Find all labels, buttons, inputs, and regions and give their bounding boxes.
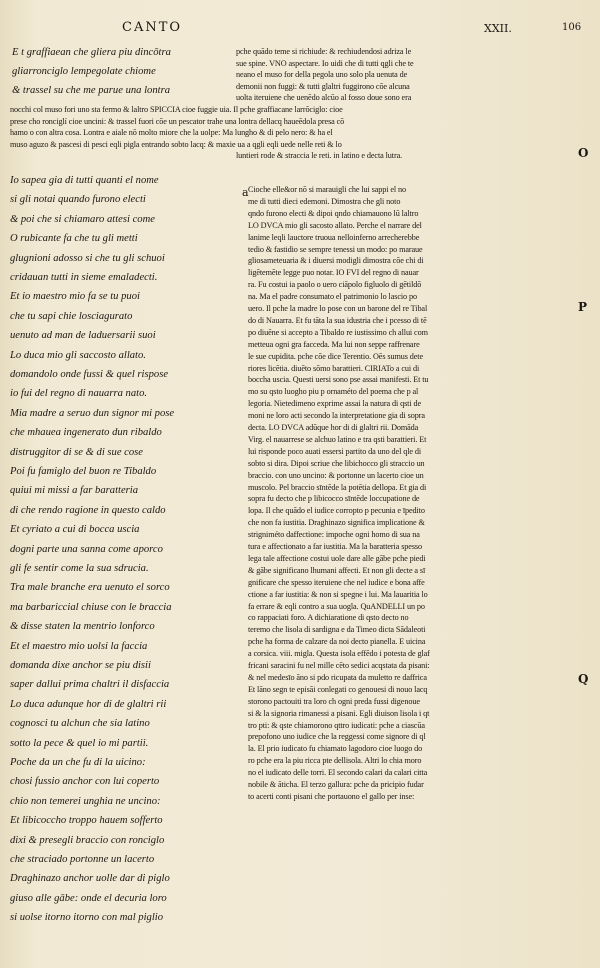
- verse-line: saper dallui prima chaltri il disfaccia: [10, 679, 170, 691]
- commentary-line: me di tutti dieci edemoni. Dimostra che gli noto: [248, 196, 401, 206]
- verse-line: Lo duca mio gli saccosto allato.: [10, 349, 146, 361]
- verse-line: che straciado portonne un lacerto: [10, 854, 155, 865]
- verse-line: & trassel su che me parue una lontra: [12, 85, 171, 96]
- commentary-line: gnificare che spesso iteruiene che nel iudice e bona affe: [248, 577, 425, 587]
- commentary-line: muso aguzo & pascesi di pesci eqli pigla entrando sobto lacq: & maxie ua a qgli eqli uede nelle reti & lo: [10, 139, 342, 149]
- verse-line: Poi fu famiglo del buon re Tibaldo: [10, 466, 157, 477]
- commentary-line: luntieri rode & straccia le reti. in latino e decta lutra.: [236, 151, 403, 160]
- commentary-line: lopa. Il che quādo el iudice corropto p pecunia e īpedito: [248, 506, 425, 516]
- commentary-line: sue spine. VNO aspectare. Io uidi che di tutti qgli che te: [236, 58, 414, 68]
- verse-line: si uolse itorno itorno con mal piglio: [10, 912, 164, 924]
- commentary-line: & gābe significano lhumani affecti. Et non gli decte a sī: [248, 565, 426, 575]
- canto-number: XXII.: [484, 22, 512, 35]
- commentary-line: nobile & āticha. El terzo gallura: pche da pricipio fudar: [248, 780, 424, 789]
- verse-line: domanda dixe anchor se piu disii: [10, 660, 151, 671]
- commentary-line: neano el muso for della pegola uno solo pla uenuta de: [236, 70, 408, 79]
- commentary-line: si & la signoria rimanessi a pisani. Egli diuison lisola i qt: [248, 708, 430, 718]
- commentary-line: storono pactouiti tra loro ch ogni preda fussi digenoue: [248, 696, 420, 706]
- commentary-line: sobto si dira. Dipoi scriue che libichocco gli straccio un: [248, 458, 425, 468]
- commentary-line: nocchi col muso fori uno sta fermo & laltro SPICCIA cioe fuggie uia. Il pche graffiacane larrōciglo: cioe: [10, 105, 343, 114]
- commentary-line: che non fa iustitia. Draghinazo significa implicatione &: [248, 518, 425, 528]
- commentary-marker: a: [242, 186, 249, 199]
- verse-line: dixi & presegli braccio con ronciglo: [10, 834, 165, 846]
- commentary-line: a corsica. viii. migla. Questa isola effēdo i potesta de glaf: [248, 649, 430, 659]
- commentary-line: decta. LO DVCA adūque hor di di glaltri rii. Domāda: [248, 423, 419, 432]
- verse-line: & disse staten la mentrio lonforco: [10, 621, 155, 633]
- commentary-line: do di Nauarra. Et fu tāta la sua idustria che i pcesso di tē: [248, 315, 427, 325]
- verse-line: Et io maestro mio fa se tu puoi: [10, 291, 140, 303]
- verse-line: uenuto ad man de laduersarii suoi: [10, 330, 156, 342]
- commentary-line: le sue cupidita. pche cōe dice Terentio. Oēs sumus dete: [248, 351, 423, 361]
- commentary-line: co rappaciati foro. A dichiaratione di qsto decto no: [248, 613, 409, 623]
- verse-line: Draghinazo anchor uolle dar di piglo: [10, 873, 170, 885]
- commentary-line: LO DVCA mio gli sacosto allato. Perche el narrare del: [248, 220, 422, 230]
- commentary-line: po diuēne si accepto a Tibaldo re iustissimo ch allui com: [248, 327, 428, 337]
- verse-line: cridauan tutti in sieme emaladecti.: [10, 272, 158, 283]
- verse-line: gliarronciglo lempegolate chiome: [12, 66, 156, 77]
- commentary-line: ctione a far iustitia: & non si spegne i lui. Ma lauaritia lo: [248, 589, 428, 599]
- verse-line: Et el maestro mio uolsi la faccia: [10, 640, 148, 652]
- commentary-line: muscolo. Pel braccio sīntēde la potētia dellopa. Et gia di: [248, 482, 427, 492]
- verse-line: gli fe sentir come la sua sdrucia.: [10, 563, 149, 574]
- verse-line: Lo duca adunque hor di de glaltri rii: [10, 698, 167, 710]
- verse-line: sotto la pece & quel io mi partii.: [10, 737, 149, 749]
- commentary-line: lanime leqli lauctore truoua nelloinferno arrecherebbe: [248, 232, 420, 242]
- verse-line: che mhauea ingenerato dun ribaldo: [10, 427, 162, 439]
- verse-line: Et libicoccho troppo hauem sofferto: [10, 815, 163, 827]
- commentary-line: lui risponde poco auati essersi partito da uno del qle di: [248, 446, 422, 456]
- commentary-line: uolta iteruiene che uenēdo alcūo al fosso doue sono era: [236, 93, 412, 102]
- commentary-line: pche quādo teme si richiude: & rechiudendosi adriza le: [236, 47, 412, 56]
- commentary-line: sopra fu decto che p libicocco sīntēde loccupatione de: [248, 494, 420, 504]
- commentary-line: prepofono uno iudice che la reggessi come signore di ql: [248, 732, 426, 742]
- commentary-line: legoria. Nietedimeno exprime assai la natura di qsti de: [248, 399, 421, 409]
- commentary-line: & nel medesīo āno si pdo ricupata da muletto re daffrica: [248, 672, 427, 682]
- commentary-line: no el iudicato delle torri. El secondo calari da calari citta: [248, 768, 428, 778]
- commentary-line: demonii non fuggi: & tutti glaltri fuggirono cōe alcuna: [236, 81, 410, 91]
- commentary-line: fricani saracini fu nel mille cēto sedici acqstata da pisani:: [248, 661, 430, 670]
- commentary-line: boccha uscia. Questi uersi sono pse assai manifesti. Et tu: [248, 375, 429, 385]
- commentary-line: fa errare & eqli contro a sua uogla. QuANDELLI un po: [248, 601, 425, 611]
- verse-line: ma barbariccial chiuse con le braccia: [10, 601, 172, 613]
- verse-line: chio non temerei unghia ne uncino:: [10, 795, 161, 807]
- commentary-line: teremo che lisola di sardigna e da Timeo dicta Sādaleoti: [248, 625, 426, 635]
- commentary-line: tro pti: & qste chiamorono qttro iudicati: pche a ciascūa: [248, 720, 425, 730]
- verse-line: Mia madre a seruo dun signor mi pose: [10, 407, 175, 419]
- verse-line: O rubicante fa che tu gli metti: [10, 233, 138, 245]
- commentary-line: ligētemēte legge puo notar. IO FVI del regno di nauar: [248, 268, 419, 278]
- commentary-line: lega tale affectione costui uole dare alle gābe pche piedi: [248, 553, 426, 563]
- commentary-line: gliosameteuaria & i diuersi modigli dimostra cōe chi di: [248, 256, 424, 266]
- margin-letter-p: P: [578, 300, 588, 314]
- verse-line: distruggitor di se & di sue cose: [10, 446, 144, 458]
- verse-line: & poi che si chiamaro attesi come: [10, 213, 155, 225]
- commentary-line: ra. Fu costui ia paolo o uero ciāpolo figluolo di gētildō: [248, 280, 422, 290]
- commentary-line: prese cho ronciglí cioe uncini: & trassel fuori cōe un pescator trahe una lontra dellacq haueēdola presa cō: [10, 116, 345, 126]
- commentary-line: strigniméto daffectione: impoche ogni homo di sua na: [248, 530, 420, 540]
- commentary-line: la. El prio iudicato fu chiamato lagodoro cioe luogo do: [248, 744, 423, 754]
- verse-line: di che rendo ragione in questo caldo: [10, 504, 166, 516]
- commentary-line: to acerti conti pisani che portauono el gallo per inse:: [248, 791, 415, 801]
- commentary-line: Et lāno segn te episāi conlegati co genouesi di nouo lacq: [248, 684, 428, 694]
- commentary-line: Cioche elle&or nō si marauigli che lui sappi el no: [248, 185, 407, 194]
- canto-heading: CANTO: [122, 20, 183, 35]
- verse-line: dogni parte una sanna come aporco: [10, 543, 163, 555]
- commentary-line: tedio & fastidio se sempre tenessi un modo: po maraue: [248, 244, 423, 254]
- commentary-line: na. Ma el padre consumato el patrimonio lo lascio po: [248, 292, 417, 302]
- verse-line: io fui del regno di nauarra nato.: [10, 388, 148, 400]
- verse-line: glugnioni adosso si che tu gli schuoi: [10, 252, 165, 264]
- commentary-line: moni ne loro acti secondo la interpretatione gia di sopra: [248, 411, 425, 421]
- verse-line: Et cyriato a cui di bocca uscia: [10, 524, 140, 536]
- commentary-line: hamo o con altra cosa. Lontra e aiale nō molto miore che la uolpe: Ma lungho & di pelo nero: & ha el: [10, 128, 333, 137]
- verse-line: E t graffiaean che gliera piu dincōtra: [12, 47, 171, 58]
- verse-line: Io sapea gia di tutti quanti el nome: [10, 175, 159, 186]
- verse-line: Poche da un che fu di la uicino:: [10, 757, 146, 768]
- commentary-line: braccio. con uno uncino: & portonne un lacerto cioe un: [248, 470, 424, 480]
- verse-line: domandolo onde fussi & quel rispose: [10, 369, 169, 380]
- folio-number: 106: [562, 22, 582, 33]
- verse-line: quiui mi missi a far baratteria: [10, 485, 139, 497]
- commentary-line: riores licētia. diuēto sōmo barattieri. CIRIATo a cui di: [248, 363, 420, 373]
- margin-letter-q: Q: [578, 672, 589, 686]
- commentary-line: qndo furono electi & dipoi qndo chiamauono lū laltro: [248, 208, 419, 218]
- verse-line: chosi fussio anchor con lui coperto: [10, 776, 160, 788]
- verse-line: Tra male branche era uenuto el sorco: [10, 582, 170, 594]
- commentary-line: ro pche era la piu ricca pte dellisola. Altri lo chia moro: [248, 756, 422, 766]
- margin-letter-o: O: [578, 146, 589, 160]
- verse-line: cognosci tu alchun che sia latino: [10, 718, 150, 730]
- commentary-line: pche ha forma de calzare da noi decto pianella. E uicina: [248, 637, 426, 647]
- commentary-line: metteua ogni gra facceda. Ma lui non seppe raffrenare: [248, 339, 420, 349]
- commentary-line: Virg. el nauarrese se alchuo latino e tra qsti barattieri. Et: [248, 434, 427, 444]
- commentary-line: mo su qsto luogho piu p ornaméto del poema che p al: [248, 387, 419, 397]
- verse-line: giuso alle gābe: onde el decuria loro: [10, 892, 167, 904]
- verse-line: che tu sapi chie losciagurato: [10, 310, 133, 322]
- commentary-line: uero. Il pche la madre lo pose con un barone del re Tibal: [248, 304, 428, 313]
- verse-line: si gli notai quando furono electi: [10, 194, 146, 206]
- commentary-line: tura e affectionato a far iustitia. Ma la baratteria spesso: [248, 542, 422, 551]
